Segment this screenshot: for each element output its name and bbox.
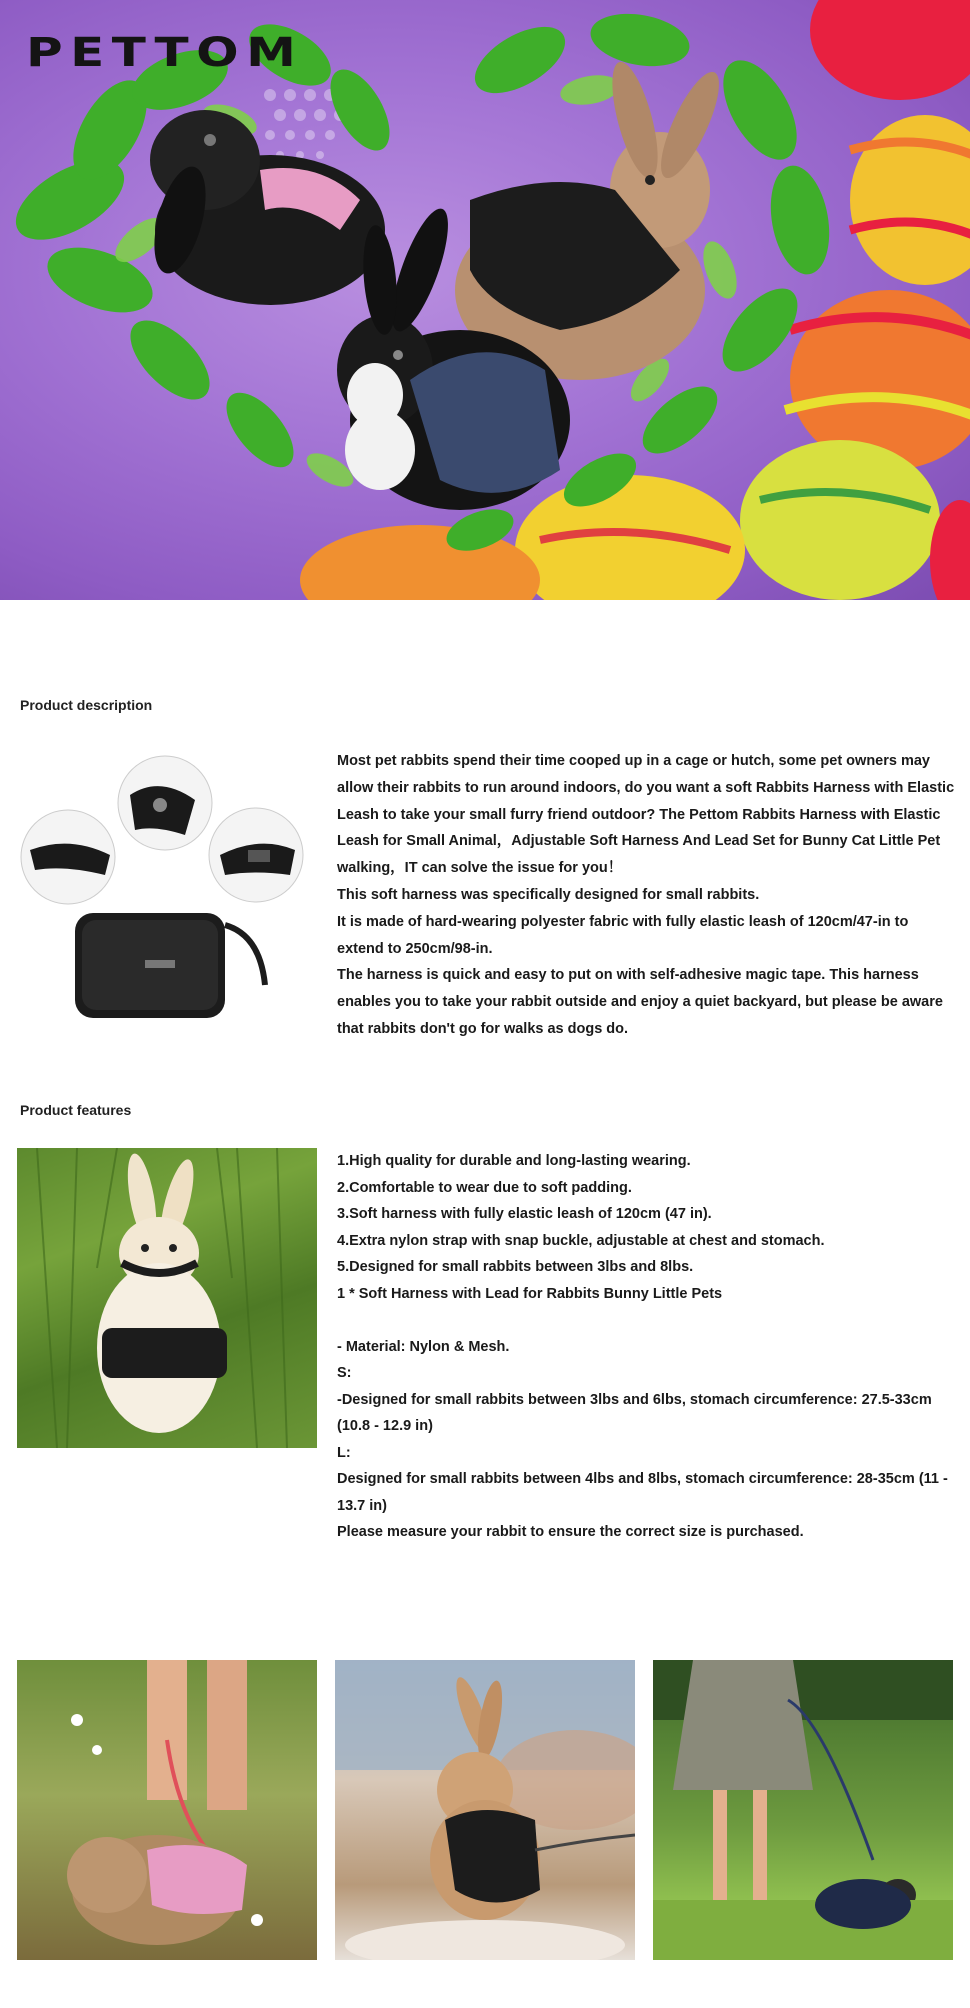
feature-line	[337, 1307, 957, 1334]
feature-line: S:	[337, 1365, 352, 1381]
feature-line: 4.Extra nylon strap with snap buckle, adjustable at chest and stomach.	[337, 1232, 825, 1249]
hero-banner	[0, 0, 970, 600]
feature-line: L:	[337, 1444, 351, 1461]
rabbit-grass-image	[17, 1148, 317, 1448]
feature-line: - Material: Nylon & Mesh.	[337, 1338, 510, 1355]
photo-rabbit-black-harness	[335, 1660, 635, 1960]
brand-logo: PETTOM	[26, 30, 304, 76]
feature-line: Please measure your rabbit to ensure the correct size is purchased.	[337, 1524, 804, 1540]
description-paragraph: It is made of hard-wearing polyester fabric with fully elastic leash of 120cm/47-in to extend to 250cm/98-in.	[337, 913, 909, 957]
features-heading: Product features	[20, 1102, 132, 1118]
black-rabbit-pink-harness	[145, 110, 385, 305]
harness-black-image	[445, 1810, 540, 1903]
feature-line: 1.High quality for durable and long-lasting wearing.	[337, 1153, 691, 1169]
description-heading: Product description	[20, 697, 153, 713]
feature-line: 2.Comfortable to wear due to soft padding.	[337, 1179, 632, 1196]
dress-image	[673, 1660, 813, 1790]
description-paragraph: The harness is quick and easy to put on with self-adhesive magic tape. This harness enables you to take your rabbit outside and enjoy a quiet backyard, but please be aware that rabbits don't go for walks as dogs do.	[337, 967, 943, 1037]
description-paragraph: This soft harness was specifically designed for small rabbits.	[337, 886, 760, 903]
harness-black-image	[102, 1328, 227, 1378]
features-list	[337, 1148, 957, 1546]
photo-lop-rabbit-pink-harness	[17, 1660, 317, 1960]
brown-rabbit-black-harness	[455, 58, 730, 380]
feature-line: 1 * Soft Harness with Lead for Rabbits Bunny Little Pets	[337, 1285, 723, 1302]
description-body	[337, 748, 957, 1043]
feature-line: 5.Designed for small rabbits between 3lbs and 8lbs.	[337, 1259, 694, 1275]
feature-line: -Designed for small rabbits between 3lbs and 6lbs, stomach circumference: 27.5-33cm (10.8 - 12.9 in)	[337, 1391, 932, 1434]
feature-line: Designed for small rabbits between 4lbs and 8lbs, stomach circumference: 28-35cm (11 - 13.7 in)	[337, 1471, 948, 1514]
harness-pink-image	[147, 1845, 247, 1914]
photo-girl-walking-rabbit	[653, 1660, 953, 1960]
harness-detail-images	[20, 755, 320, 1035]
description-paragraph: Most pet rabbits spend their time cooped up in a cage or hutch, some pet owners may allow their rabbits to run around indoors, do you want a soft Rabbits Harness with Elastic Leash to take your small furry friend outdoor? The Pettom Rabbits Harness with Elastic Leash for Small Animal，Adjustable Soft Harness And Lead Set for Bunny Cat Little Pet walking，IT can solve the issue for you！	[337, 753, 955, 877]
hero-illustration	[0, 0, 970, 600]
feature-line: 3.Soft harness with fully elastic leash of 120cm (47 in).	[337, 1206, 712, 1222]
